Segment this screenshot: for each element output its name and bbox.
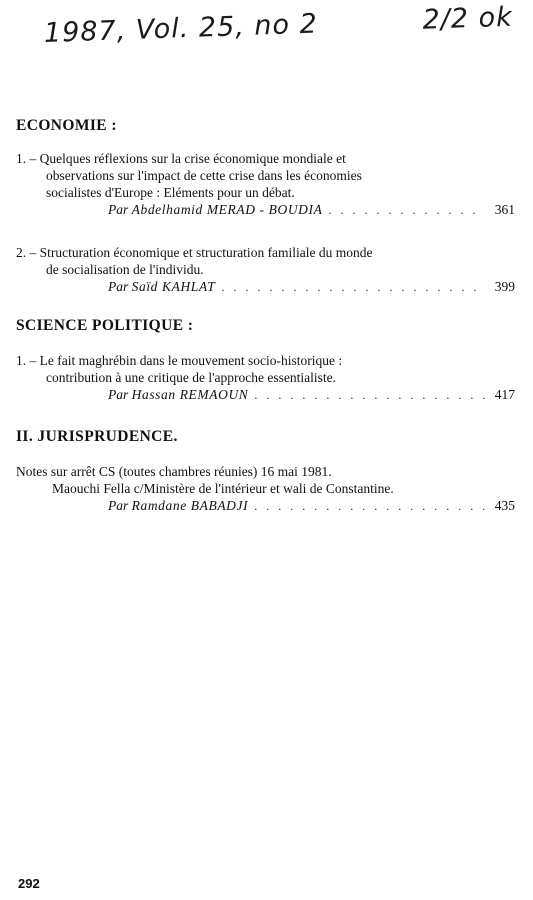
entry-line: de socialisation de l'individu. [46,262,204,277]
entry-line: Notes sur arrêt CS (toutes chambres réunies) 16 mai 1981. [16,464,332,479]
author [16,497,248,514]
author-prefix: Par [108,387,129,402]
toc-entry [16,244,515,296]
toc-entry [16,463,515,515]
author-name: Ramdane BABADJI [131,498,249,513]
author-row [16,201,515,219]
author-prefix: Par [108,498,129,513]
entry-line: contribution à une critique de l'approche essentialiste. [46,370,336,385]
author-name: Hassan REMAOUN [131,387,249,402]
author-prefix: Par [108,202,129,217]
entry-line: 1. – Le fait maghrébin dans le mouvement socio-historique : [16,353,343,368]
entry-line: Maouchi Fella c/Ministère de l'intérieur et wali de Constantine. [52,481,394,496]
entry-line: observations sur l'impact de cette crise dans les économies [46,168,362,183]
entry-line: socialistes d'Europe : Eléments pour un débat. [46,185,295,200]
handwritten-note-left: 1987, Vol. 25, no 2 [43,8,319,49]
author-row [16,386,515,404]
author-row [16,497,515,515]
page-reference: 417 [494,387,515,402]
page-reference: 361 [494,202,515,217]
dot-leader [221,279,485,296]
page-number: 292 [18,876,40,891]
author-row [16,278,515,296]
entry-line: 1. – Quelques réflexions sur la crise économique mondiale et [16,151,346,166]
author [16,386,248,403]
author-name: Abdelhamid MERAD - BOUDIA [131,202,323,217]
handwritten-note [43,1,523,49]
page-reference: 435 [494,498,515,513]
dot-leader [254,498,485,515]
dot-leader [254,387,485,404]
author-name: Saïd KAHLAT [131,279,216,294]
section-title-jurisprudence: II. JURISPRUDENCE. [16,428,178,445]
section-title-science-politique: SCIENCE POLITIQUE : [16,317,194,334]
author [16,278,215,295]
author-prefix: Par [108,279,129,294]
page-reference: 399 [494,279,515,294]
handwritten-note-right: 2/2 ok [422,1,514,36]
dot-leader [328,202,485,219]
author [16,201,322,218]
toc-entry [16,352,515,404]
toc-entry [16,150,515,219]
section-title-economie: ECONOMIE : [16,117,117,134]
entry-line: 2. – Structuration économique et structuration familiale du monde [16,245,373,260]
